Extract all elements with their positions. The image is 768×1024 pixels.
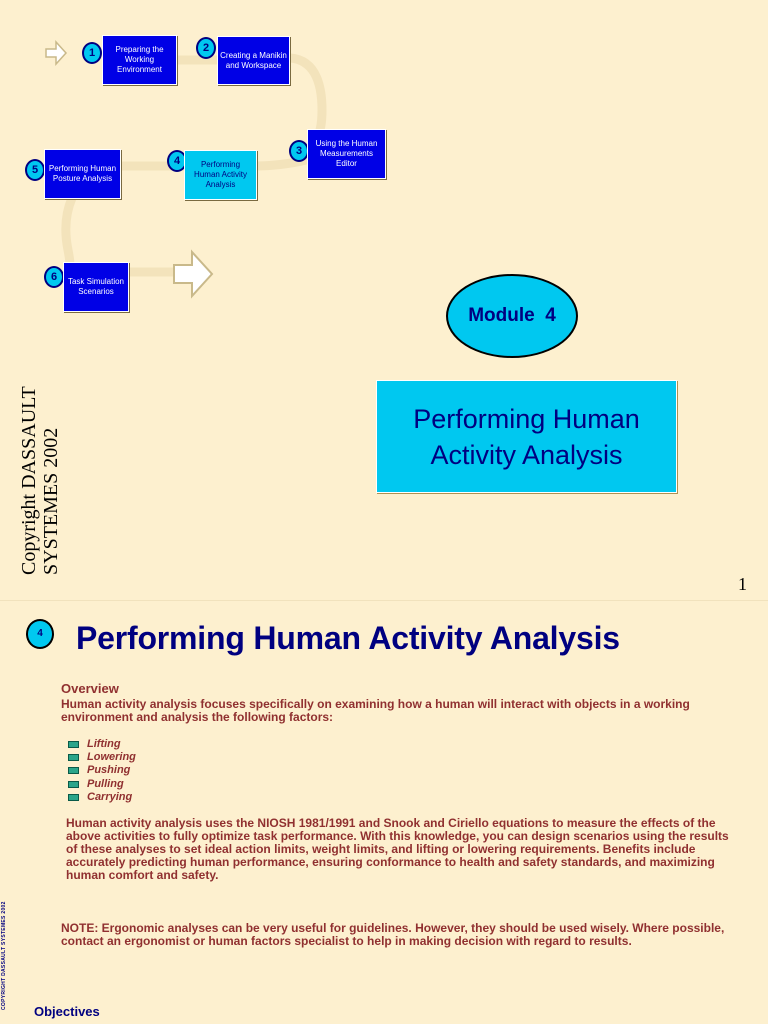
bullet-icon xyxy=(68,754,79,761)
arrow-right-icon xyxy=(44,40,68,66)
step-number-4: 4 xyxy=(167,150,187,172)
list-item: Pushing xyxy=(68,764,136,777)
page-title: Performing Human Activity Analysis xyxy=(76,620,620,656)
list-item: Carrying xyxy=(68,791,136,804)
page-divider xyxy=(0,600,768,601)
module-badge: 4 xyxy=(26,619,54,649)
slide-title: Performing Human Activity Analysis xyxy=(376,380,677,493)
list-item: Pulling xyxy=(68,778,136,791)
step-box-human-activity-analysis[interactable]: Performing Human Activity Analysis xyxy=(184,150,257,200)
side-copyright: COPYRIGHT DASSAULT SYSTEMES 2002 xyxy=(1,901,7,1010)
overview-heading: Overview xyxy=(61,681,119,696)
body-text: Human activity analysis uses the NIOSH 1981/1991 and Snook and Ciriello equations to measure the effects of the above activities to fully optimize task performance. With this knowledge, you can design scenarios using the results of these analyses to set ideal action limits, weight limits, and lifting or lowering requirements. Benefits include accurately predicting human performance, ensuring conformance to health and safety standards, and maximizing human comfort and safety. xyxy=(66,816,729,882)
bullet-icon xyxy=(68,767,79,774)
step-box-task-simulation-scenarios[interactable]: Task Simulation Scenarios xyxy=(63,262,129,312)
copyright-text: Copyright DASSAULT SYSTEMES 2002 xyxy=(18,386,62,575)
bullet-icon xyxy=(68,741,79,748)
step-box-creating-manikin[interactable]: Creating a Manikin and Workspace xyxy=(217,36,290,85)
step-number-6: 6 xyxy=(44,266,64,288)
step-number-2: 2 xyxy=(196,37,216,59)
bullet-icon xyxy=(68,781,79,788)
bullet-icon xyxy=(68,794,79,801)
step-box-human-measurements-editor[interactable]: Using the Human Measurements Editor xyxy=(307,129,386,179)
overview-text: Human activity analysis focuses specifically on examining how a human will interact with objects in a working environment and analysis the following factors: xyxy=(61,697,690,724)
step-number-1: 1 xyxy=(82,42,102,64)
note-text: NOTE: Ergonomic analyses can be very useful for guidelines. However, they should be used wisely. Where possible, contact an ergonomist or human factors specialist to help in making decision with regard to results. xyxy=(61,921,725,948)
module-label: Module 4 xyxy=(446,274,578,358)
step-box-human-posture-analysis[interactable]: Performing Human Posture Analysis xyxy=(44,149,121,199)
objectives-heading: Objectives xyxy=(34,1004,100,1019)
step-number-3: 3 xyxy=(289,140,309,162)
list-item: Lowering xyxy=(68,751,136,764)
large-arrow-right-icon xyxy=(172,248,214,300)
list-item: Lifting xyxy=(68,738,136,751)
page-number: 1 xyxy=(738,574,747,594)
step-number-5: 5 xyxy=(25,159,45,181)
step-box-preparing-working-environment[interactable]: Preparing the Working Environment xyxy=(102,35,177,85)
factor-list xyxy=(68,738,136,804)
